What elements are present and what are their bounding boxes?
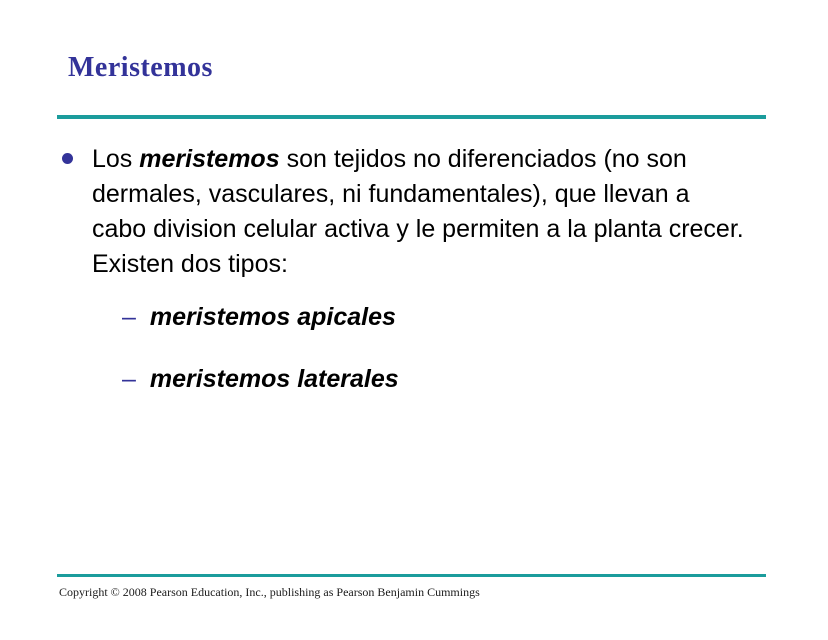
bullet-marker-icon — [62, 153, 73, 164]
slide-title: Meristemos — [68, 52, 213, 83]
bullet-text-lead: Los — [92, 145, 140, 173]
dash-marker-icon: – — [122, 365, 136, 393]
copyright-text: Copyright © 2008 Pearson Education, Inc., publishing as Pearson Benjamin Cummings — [59, 585, 480, 599]
sub-bullet-laterales — [122, 365, 399, 394]
bullet-text — [92, 142, 758, 282]
bullet-item — [62, 142, 758, 282]
sub-bullet-label: meristemos laterales — [149, 365, 399, 393]
bullet-text-emphasis: meristemos — [139, 145, 280, 173]
footer-divider-rule — [57, 574, 766, 577]
sub-bullet-apicales — [122, 303, 396, 332]
sub-bullet-label: meristemos apicales — [149, 303, 396, 331]
title-divider-rule — [57, 115, 766, 119]
dash-marker-icon: – — [122, 303, 136, 331]
bullet-text-rest: son tejidos no diferenciados (no son dermales, vasculares, ni fundamentales), que llevan a cabo division celular activa y le permiten a la planta crecer. Existen dos tipos: — [92, 145, 758, 278]
